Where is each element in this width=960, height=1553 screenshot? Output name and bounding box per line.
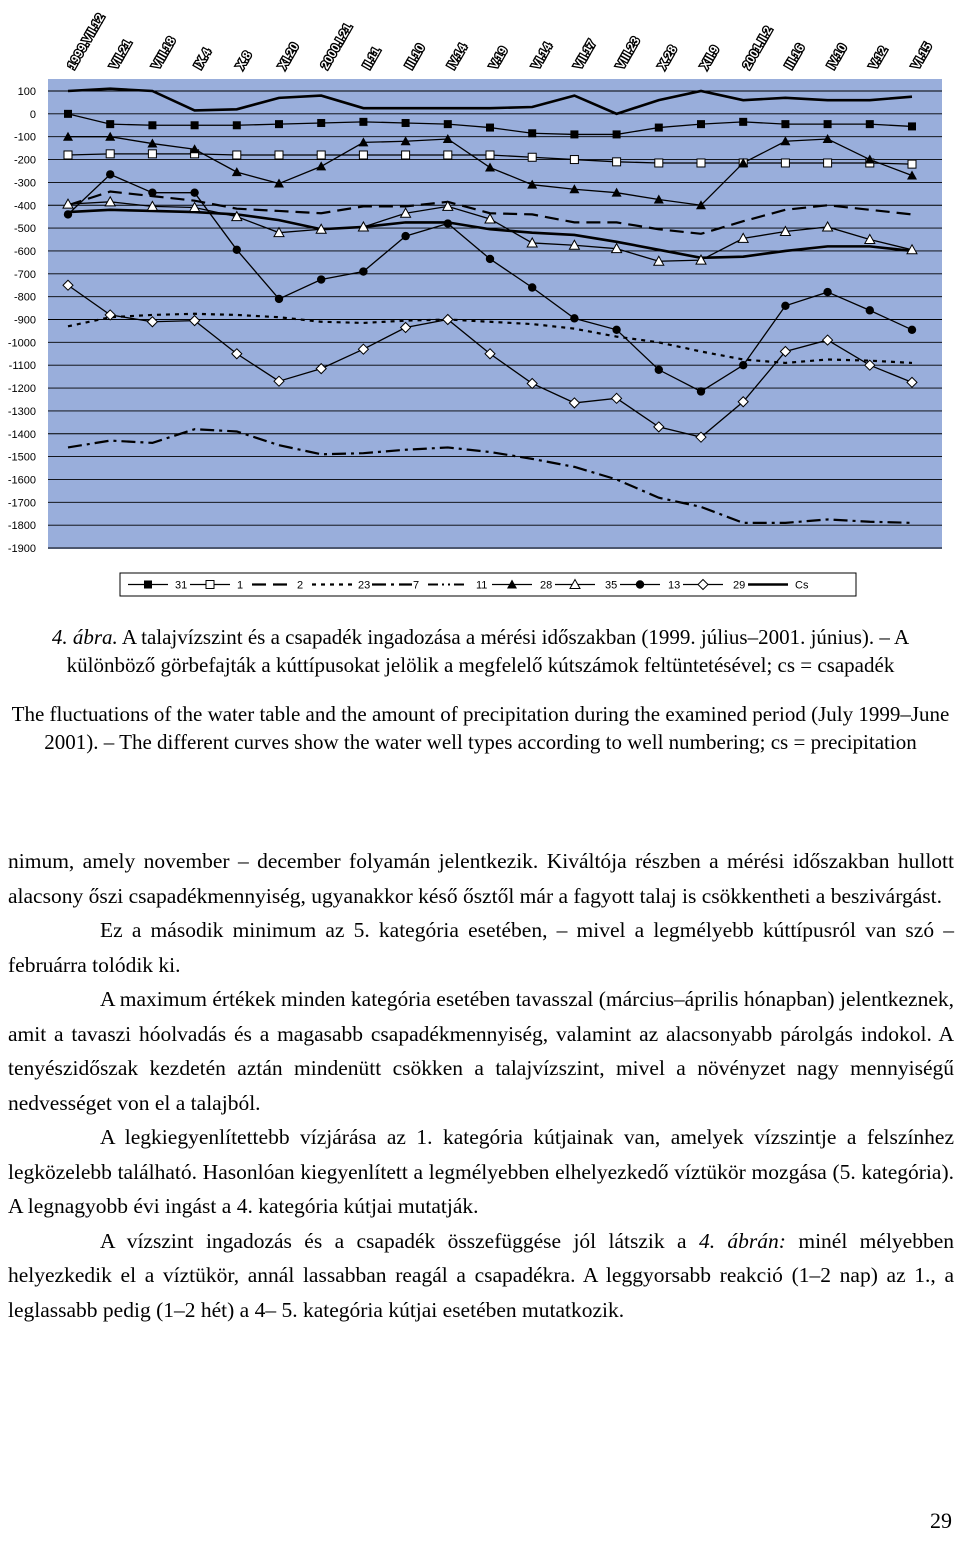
data-point-31 [191,121,199,129]
paragraph-text: minél mélyebben helyezkedik el a víztükör, annál lassabban reagál a csapadékra. A leggyorsabb reakció (1–2 nap) az 1., a leglassabb pedig (1–2 hét) a 4– 5. kategória kútjai esetében mutatkozik. [8,1228,954,1322]
data-point-1 [148,150,156,158]
y-tick-label: -400 [13,200,36,213]
data-point-13 [908,326,916,334]
data-point-1 [528,153,536,161]
data-point-31 [148,121,156,129]
y-tick-label: -1400 [7,428,36,441]
data-point-31 [275,120,283,128]
data-point-31 [697,120,705,128]
legend-label: 31 [175,579,188,592]
y-tick-label: -1100 [8,360,36,373]
data-point-13 [697,387,705,395]
data-point-13 [528,283,536,291]
x-tick-label: 2000.I.21 [317,21,355,72]
data-point-31 [444,120,452,128]
data-point-31 [317,119,325,127]
data-point-13 [781,302,789,310]
y-tick-label: -1500 [7,451,36,464]
y-tick-label: -1900 [7,543,36,555]
data-point-31 [402,119,410,127]
y-tick-label: -1700 [7,497,36,510]
data-point-31 [824,120,832,128]
legend-box [120,573,856,596]
x-tick-label: X.8 [233,48,255,72]
x-tick-label: VIII.23 [613,34,643,72]
data-point-31 [64,110,72,118]
data-point-13 [444,219,452,227]
data-point-31 [486,124,494,132]
data-point-13 [739,361,747,369]
data-point-1 [64,151,72,159]
y-tick-label: -800 [13,291,36,304]
legend-label: 11 [476,579,488,592]
legend-marker-31 [144,581,152,589]
paragraph: nimum, amely november – december folyamán jelentkezik. Kiváltója részben a mérési időszakban hullott alacsony őszi csapadékmennyiség, ugyanakkor késő ősztől már a fagyott talaj is csökkentheti a beszivárgást. [8,849,954,908]
data-point-31 [359,118,367,126]
y-tick-label: -1300 [7,405,36,418]
legend-label: 28 [540,579,553,592]
data-point-31 [781,120,789,128]
figure-reference: 4. ábrán: [698,1228,786,1253]
body-text [8,844,954,1327]
x-tick-label: IV.14 [444,41,470,72]
y-tick-label: -1200 [7,383,36,396]
data-point-13 [190,188,198,196]
data-point-1 [402,151,410,159]
data-point-1 [444,151,452,159]
legend-label: Cs [795,579,809,592]
data-point-1 [275,151,283,159]
x-tick-label: III.16 [781,41,808,72]
paragraph: A legkiegyenlítettebb vízjárása az 1. kategória kútjainak van, amelyek vízszintje a felszínhez legközelebb található. Hasonlóan kiegyenlített a legmélyebben elhelyezkedő víztükör mozgása (5. kategória). A legnagyobb évi ingást a 4. kategória kútjai mutatják. [8,1125,954,1218]
figure-caption-hungarian [8,623,953,679]
x-tick-label: 1999.VII.12 [64,11,108,72]
data-point-1 [908,160,916,168]
data-point-1 [655,159,663,167]
data-point-31 [106,120,114,128]
line-chart [0,0,960,610]
data-point-13 [655,366,663,374]
x-tick-label: VI.15 [908,40,935,72]
data-point-13 [823,288,831,296]
legend-label: 29 [733,579,746,592]
data-point-13 [401,232,409,240]
x-tick-label: X.28 [655,43,680,72]
data-point-31 [866,120,874,128]
x-tick-label: III.10 [402,41,428,72]
x-tick-label: XI.20 [275,40,302,72]
figure-label: 4. ábra. [51,625,118,649]
legend-label: 7 [413,579,420,592]
legend-label: 1 [237,579,244,592]
x-tick-label: V.19 [486,44,511,72]
legend-marker-1 [206,581,214,589]
data-point-1 [570,156,578,164]
plot-area [48,79,942,549]
data-point-1 [781,159,789,167]
data-point-1 [233,151,241,159]
y-tick-label: -600 [13,245,36,258]
data-point-1 [359,151,367,159]
data-point-13 [570,314,578,322]
y-tick-label: 0 [29,108,36,121]
data-point-1 [613,158,621,166]
legend-label: 23 [358,579,371,592]
data-point-13 [148,188,156,196]
y-tick-label: -500 [13,223,36,236]
y-tick-label: -300 [13,177,36,190]
x-tick-label: V.12 [866,44,891,72]
data-point-13 [612,326,620,334]
paragraph-text: A vízszint ingadozás és a csapadék összefüggése jól látszik a [100,1228,699,1253]
data-point-13 [64,210,72,218]
paragraph: A maximum értékek minden kategória esetében tavasszal (március–április hónapban) jelentkeznek, amit a tavaszi hóolvadás és a magasabb csapadékmennyiség, valamint az alacsonyabb párolgás indokol. A tenyészidőszak kezdetén aztán mindenütt csökken a talajvízszint, mivel a növényzet nagy mennyiségű nedvességet von el a talajból. [8,987,954,1115]
y-tick-label: -1600 [7,474,36,487]
data-point-31 [739,118,747,126]
legend-marker-13 [636,580,644,588]
data-point-31 [613,130,621,138]
legend-label: 2 [297,579,304,592]
y-tick-label: -900 [13,314,36,327]
data-point-13 [359,267,367,275]
legend-label: 13 [668,579,681,592]
y-tick-label: -1800 [7,520,36,533]
x-tick-label: XII.9 [697,43,722,72]
data-point-31 [570,130,578,138]
data-point-13 [233,246,241,254]
data-point-31 [908,122,916,130]
x-tick-label: VII.17 [570,37,599,72]
paragraph: Ez a második minimum az 5. kategória esetében, – mivel a legmélyebb kúttípusról van szó – februárra tolódik ki. [8,918,954,977]
data-point-31 [233,121,241,129]
paragraph [8,1224,954,1328]
x-tick-label: VIII.18 [148,34,179,72]
x-tick-label: IX.4 [191,46,214,72]
data-point-13 [866,306,874,314]
data-point-13 [106,170,114,178]
data-point-31 [528,129,536,137]
data-point-1 [106,150,114,158]
x-tick-label: II.11 [359,44,384,72]
y-tick-label: -1000 [7,337,36,350]
y-tick-label: -100 [13,131,36,144]
x-tick-label: VII.21 [106,37,135,72]
data-point-1 [486,151,494,159]
page-number: 29 [930,1508,952,1533]
data-point-31 [655,124,663,132]
y-tick-label: -200 [13,154,36,167]
figure-caption-english [8,700,953,756]
data-point-1 [317,151,325,159]
caption-en-text: The fluctuations of the water table and the amount of precipitation during the examined period (July 1999–June 2001). – The different curves show the water well types according to well numbering; cs = precipitation [11,702,950,754]
data-point-13 [317,275,325,283]
caption-hu-text: A talajvízszint és a csapadék ingadozása a mérési időszakban (1999. július–2001. június). – A különböző görbefajták a kúttípusokat jelölik a megfelelő kútszámok feltüntetésével; cs = csapadék [66,625,910,677]
data-point-1 [824,159,832,167]
y-tick-label: -700 [13,268,36,281]
x-tick-label: VI.14 [528,40,555,72]
x-tick-label: 2001.II.2 [739,24,776,72]
y-tick-label: 100 [17,86,36,98]
data-point-1 [697,159,705,167]
data-point-13 [486,255,494,263]
x-tick-label: IV.10 [824,41,850,72]
legend-label: 35 [605,579,618,592]
data-point-13 [275,295,283,303]
